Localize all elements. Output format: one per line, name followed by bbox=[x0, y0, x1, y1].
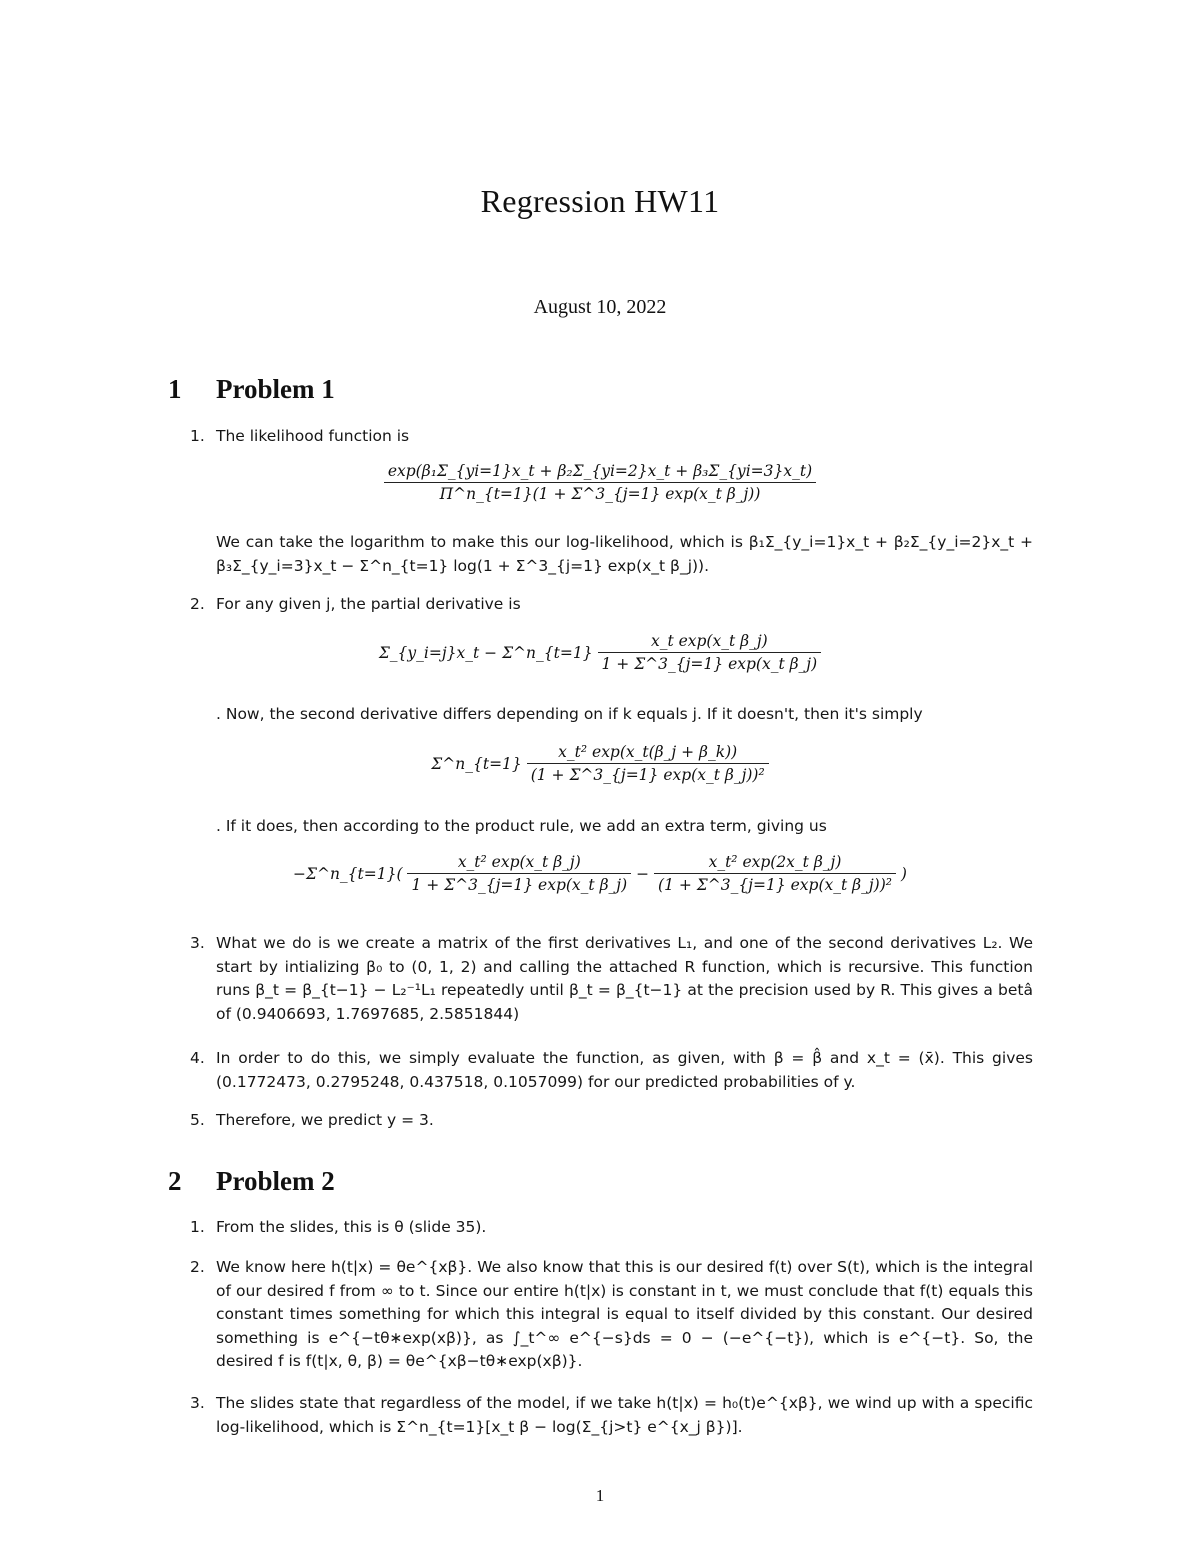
fraction bbox=[407, 853, 631, 894]
document-date: August 10, 2022 bbox=[533, 296, 667, 318]
fraction-numerator: exp(β₁Σ_{yi=1}x_t + β₂Σ_{yi=2}x_t + β₃Σ_{yi=3}x_t) bbox=[384, 462, 816, 483]
section-number: 2 bbox=[168, 1166, 182, 1196]
list-item-text: From the slides, this is θ (slide 35). bbox=[216, 1218, 487, 1236]
equation-first-derivative bbox=[0, 632, 1200, 673]
fraction bbox=[384, 462, 816, 503]
list-item-text: Therefore, we predict y = 3. bbox=[216, 1111, 434, 1129]
equation-likelihood bbox=[0, 462, 1200, 503]
equation-second-derivative bbox=[0, 743, 1200, 784]
list-item-text: What we do is we create a matrix of the first derivatives L₁, and one of the second derivatives L₂. We start by intializing β₀ to (0, 1, 2) and calling the attached R function, which is recursive. This function runs β_t = β_{t−1} − L₂⁻¹L₁ repeatedly until β_t = β_{t−1} at the precision used by R. This gives a betâ of (0.9406693, 1.7697685, 2.5851844) bbox=[216, 934, 1033, 1023]
list-item-continuation bbox=[190, 703, 1033, 727]
list-item bbox=[190, 932, 1033, 1026]
list-marker: 3. bbox=[190, 1394, 205, 1412]
section-number: 1 bbox=[168, 374, 182, 404]
list-item bbox=[190, 1392, 1033, 1439]
fraction-numerator: x_t² exp(2x_t β_j) bbox=[654, 853, 896, 874]
equation-lead: Σ_{y_i=j}x_t − Σ^n_{t=1} bbox=[378, 643, 593, 662]
fraction-denominator: 1 + Σ^3_{j=1} exp(x_t β_j) bbox=[601, 655, 818, 673]
list-marker: 1. bbox=[190, 1218, 205, 1236]
fraction-denominator: (1 + Σ^3_{j=1} exp(x_t β_j))² bbox=[658, 876, 892, 894]
list-item bbox=[190, 1109, 1033, 1133]
fraction-denominator: 1 + Σ^3_{j=1} exp(x_t β_j) bbox=[411, 876, 628, 894]
list-marker: 2. bbox=[190, 1258, 205, 1276]
document-title: Regression HW11 bbox=[480, 183, 720, 219]
list-marker: 4. bbox=[190, 1049, 205, 1067]
list-marker: 5. bbox=[190, 1111, 205, 1129]
list-item-continuation bbox=[190, 815, 1033, 839]
list-marker: 2. bbox=[190, 595, 205, 613]
list-marker: 1. bbox=[190, 427, 205, 445]
list-item-text: The likelihood function is bbox=[216, 427, 410, 445]
fraction bbox=[598, 632, 822, 673]
closing-paren: ) bbox=[900, 864, 907, 883]
fraction bbox=[527, 743, 769, 784]
paragraph-product-rule: . If it does, then according to the product rule, we add an extra term, giving us bbox=[216, 817, 827, 835]
list-item-text: In order to do this, we simply evaluate the function, as given, with β = β̂ and x_t = (x̄). This gives (0.1772473, 0.2795248, 0.437518, 0.1057099) for our predicted probabilities of y. bbox=[216, 1049, 1033, 1091]
list-marker: 3. bbox=[190, 934, 205, 952]
section-title: Problem 1 bbox=[216, 374, 335, 404]
page-number: 1 bbox=[595, 1486, 605, 1505]
list-item bbox=[190, 1216, 1033, 1240]
equation-product-rule bbox=[0, 853, 1200, 894]
list-item-text: The slides state that regardless of the model, if we take h(t|x) = h₀(t)e^{xβ}, we wind up with a specific log-likelihood, which is Σ^n_{t=1}[x_t β − log(Σ_{j>t} e^{x_j β})]. bbox=[216, 1394, 1033, 1436]
list-item-text: We know here h(t|x) = θe^{xβ}. We also know that this is our desired f(t) over S(t), which is the integral of our desired f from ∞ to t. Since our entire h(t|x) is constant in t, we must conclude that f(t) equals this constant times something for which this integral is equal to itself divided by this constant. Our desired something is e^{−tθ∗exp(xβ)}, as ∫_t^∞ e^{−s}ds = 0 − (−e^{−t}), which is e^{−t}. So, the desired f is f(t|x, θ, β) = θe^{xβ−tθ∗exp(xβ)}. bbox=[216, 1258, 1033, 1370]
list-item bbox=[190, 425, 1033, 449]
fraction bbox=[654, 853, 896, 894]
list-item bbox=[190, 1256, 1033, 1374]
list-item-text: For any given j, the partial derivative is bbox=[216, 595, 521, 613]
minus-sign: − bbox=[636, 864, 650, 883]
list-item-continuation bbox=[190, 531, 1033, 578]
list-item bbox=[190, 1047, 1033, 1094]
equation-lead: −Σ^n_{t=1}( bbox=[293, 864, 403, 883]
paragraph-log-likelihood: We can take the logarithm to make this our log-likelihood, which is β₁Σ_{y_i=1}x_t + β₂Σ_{y_i=2}x_t + β₃Σ_{y_i=3}x_t − Σ^n_{t=1} log(1 + Σ^3_{j=1} exp(x_t β_j)). bbox=[216, 533, 1033, 575]
section-heading-problem-1 bbox=[168, 374, 335, 405]
fraction-numerator: x_t exp(x_t β_j) bbox=[598, 632, 822, 653]
section-title: Problem 2 bbox=[216, 1166, 335, 1196]
list-item bbox=[190, 593, 1033, 617]
fraction-numerator: x_t² exp(x_t(β_j + β_k)) bbox=[527, 743, 769, 764]
paragraph-second-derivative: . Now, the second derivative differs depending on if k equals j. If it doesn't, then it's simply bbox=[216, 705, 923, 723]
fraction-denominator: Π^n_{t=1}(1 + Σ^3_{j=1} exp(x_t β_j)) bbox=[439, 485, 761, 503]
equation-lead: Σ^n_{t=1} bbox=[431, 754, 522, 773]
section-heading-problem-2 bbox=[168, 1166, 335, 1197]
fraction-numerator: x_t² exp(x_t β_j) bbox=[407, 853, 631, 874]
fraction-denominator: (1 + Σ^3_{j=1} exp(x_t β_j))² bbox=[530, 766, 765, 784]
